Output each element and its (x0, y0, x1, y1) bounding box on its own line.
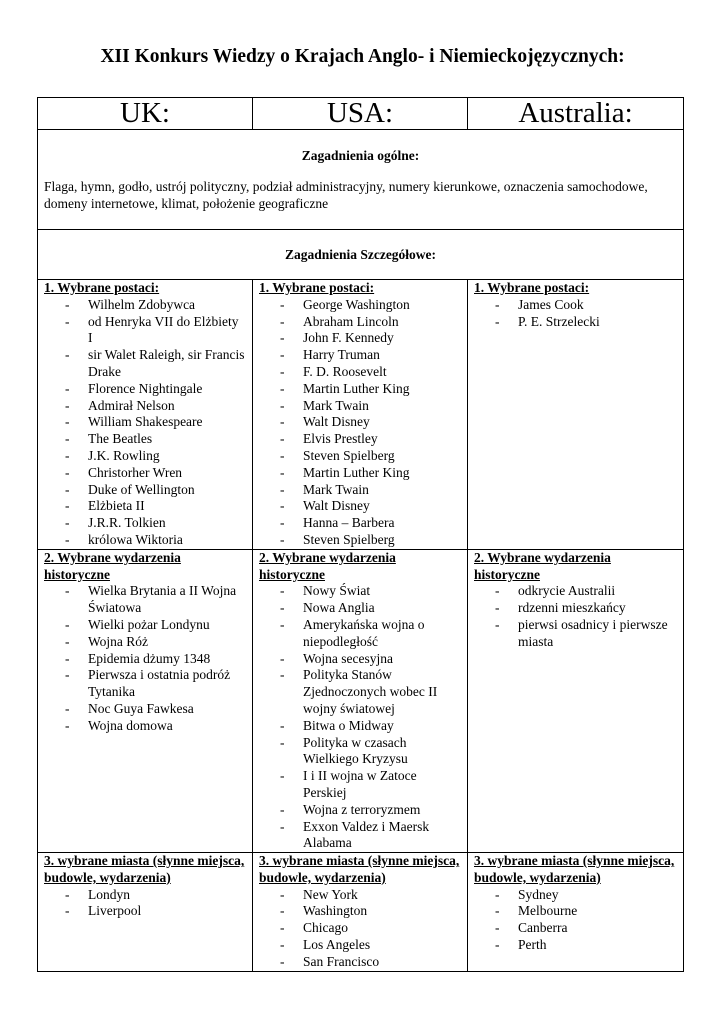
list-item: - Walt Disney (259, 414, 461, 431)
country-header-uk: UK: (38, 98, 253, 130)
cities-cell-uk (38, 853, 253, 972)
events-cell-australia (468, 549, 684, 852)
list-item: - Melbourne (474, 903, 677, 920)
cities-list-usa (259, 887, 461, 971)
list-item: - Washington (259, 903, 461, 920)
people-row (38, 280, 684, 550)
list-item: - Wielka Brytania a II Wojna Światowa (44, 583, 246, 617)
list-item: - Londyn (44, 887, 246, 904)
general-topics-row (38, 130, 684, 230)
list-item: - od Henryka VII do Elżbiety I (44, 314, 246, 348)
list-item: - Wojna secesyjna (259, 651, 461, 668)
events-cell-uk (38, 549, 253, 852)
list-item: - J.K. Rowling (44, 448, 246, 465)
list-item: - Duke of Wellington (44, 482, 246, 499)
people-cell-usa (253, 280, 468, 550)
country-header-australia: Australia: (468, 98, 684, 130)
list-item: - Exxon Valdez i Maersk Alabama (259, 819, 461, 853)
people-section-title: 1. Wybrane postaci: (259, 280, 375, 295)
list-item: - Chicago (259, 920, 461, 937)
events-section-title: 2. Wybrane wydarzenia historyczne (259, 549, 396, 582)
events-cell-usa (253, 549, 468, 852)
list-item: - Wojna Róż (44, 634, 246, 651)
list-item: - Mark Twain (259, 398, 461, 415)
cities-section-title: 3. wybrane miasta (słynne miejsca, budowle, wydarzenia) (474, 853, 675, 885)
list-item: - Admirał Nelson (44, 398, 246, 415)
list-item: - pierwsi osadnicy i pierwsze miasta (474, 617, 677, 651)
list-item: - Martin Luther King (259, 465, 461, 482)
list-item: - I i II wojna w Zatoce Perskiej (259, 768, 461, 802)
people-list-australia (474, 297, 677, 331)
list-item: - Nowa Anglia (259, 600, 461, 617)
list-item: - Mark Twain (259, 482, 461, 499)
list-item: - Nowy Świat (259, 583, 461, 600)
list-item: - Wojna domowa (44, 718, 246, 735)
cities-list-australia (474, 887, 677, 954)
people-list-usa (259, 297, 461, 549)
list-item: - Pierwsza i ostatnia podróż Tytanika (44, 667, 246, 701)
list-item: - odkrycie Australii (474, 583, 677, 600)
cities-cell-australia (468, 853, 684, 972)
general-topics-heading: Zagadnienia ogólne: (301, 148, 420, 163)
people-cell-uk (38, 280, 253, 550)
topics-table (37, 97, 684, 972)
list-item: - J.R.R. Tolkien (44, 515, 246, 532)
people-cell-australia (468, 280, 684, 550)
list-item: - Wilhelm Zdobywca (44, 297, 246, 314)
general-topics-cell (38, 130, 684, 230)
detailed-topics-row (38, 230, 684, 280)
cities-cell-usa (253, 853, 468, 972)
detailed-topics-cell (38, 230, 684, 280)
events-list-australia (474, 583, 677, 650)
list-item: - William Shakespeare (44, 414, 246, 431)
list-item: - John F. Kennedy (259, 330, 461, 347)
list-item: - Liverpool (44, 903, 246, 920)
people-section-title: 1. Wybrane postaci: (44, 280, 160, 295)
list-item: - Bitwa o Midway (259, 718, 461, 735)
list-item: - Canberra (474, 920, 677, 937)
list-item: - James Cook (474, 297, 677, 314)
list-item: - królowa Wiktoria (44, 532, 246, 549)
cities-row (38, 853, 684, 972)
cities-section-title: 3. wybrane miasta (słynne miejsca, budowle, wydarzenia) (259, 853, 460, 885)
list-item: - George Washington (259, 297, 461, 314)
list-item: - rdzenni mieszkańcy (474, 600, 677, 617)
cities-list-uk (44, 887, 246, 921)
list-item: - Noc Guya Fawkesa (44, 701, 246, 718)
list-item: - Polityka w czasach Wielkiego Kryzysu (259, 735, 461, 769)
people-list-uk (44, 297, 246, 549)
list-item: - Polityka Stanów Zjednoczonych wobec II wojny światowej (259, 667, 461, 717)
people-section-title: 1. Wybrane postaci: (474, 280, 590, 295)
country-header-row (38, 98, 684, 130)
events-section-title: 2. Wybrane wydarzenia historyczne (44, 549, 181, 582)
list-item: - Sydney (474, 887, 677, 904)
list-item: - Steven Spielberg (259, 532, 461, 549)
list-item: - Florence Nightingale (44, 381, 246, 398)
list-item: - Los Angeles (259, 937, 461, 954)
general-topics-text: Flaga, hymn, godło, ustrój polityczny, podział administracyjny, numery kierunkowe, oznaczenia samochodowe, domeny internetowe, klimat, położenie geograficzne (44, 179, 648, 211)
list-item: - Elżbieta II (44, 498, 246, 515)
list-item: - sir Walet Raleigh, sir Francis Drake (44, 347, 246, 381)
list-item: - Wojna z terroryzmem (259, 802, 461, 819)
list-item: - Epidemia dżumy 1348 (44, 651, 246, 668)
list-item: - Christorher Wren (44, 465, 246, 482)
list-item: - F. D. Roosevelt (259, 364, 461, 381)
document-title: XII Konkurs Wiedzy o Krajach Anglo- i Niemieckojęzycznych: (100, 46, 625, 67)
list-item: - Abraham Lincoln (259, 314, 461, 331)
list-item: - Hanna – Barbera (259, 515, 461, 532)
list-item: - Martin Luther King (259, 381, 461, 398)
list-item: - Walt Disney (259, 498, 461, 515)
events-list-uk (44, 583, 246, 734)
list-item: - Harry Truman (259, 347, 461, 364)
detailed-topics-heading: Zagadnienia Szczegółowe: (284, 247, 437, 262)
list-item: - Steven Spielberg (259, 448, 461, 465)
list-item: - Perth (474, 937, 677, 954)
list-item: - P. E. Strzelecki (474, 314, 677, 331)
list-item: - San Francisco (259, 954, 461, 971)
cities-section-title: 3. wybrane miasta (słynne miejsca, budowle, wydarzenia) (44, 853, 245, 885)
list-item: - Wielki pożar Londynu (44, 617, 246, 634)
list-item: - The Beatles (44, 431, 246, 448)
list-item: - New York (259, 887, 461, 904)
events-row (38, 549, 684, 852)
country-header-usa: USA: (253, 98, 468, 130)
events-section-title: 2. Wybrane wydarzenia historyczne (474, 549, 611, 582)
list-item: - Elvis Prestley (259, 431, 461, 448)
events-list-usa (259, 583, 461, 852)
list-item: - Amerykańska wojna o niepodległość (259, 617, 461, 651)
